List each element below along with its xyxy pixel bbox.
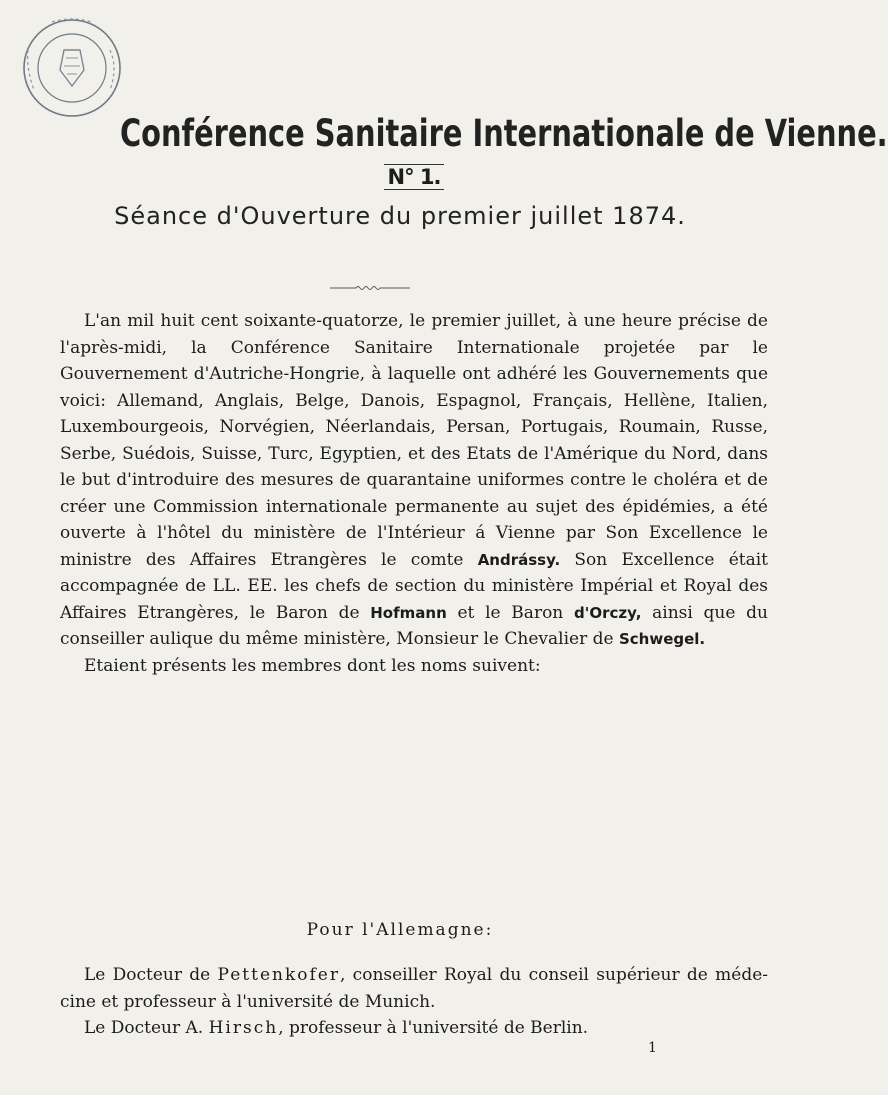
ornamental-divider xyxy=(330,284,410,292)
name-andrassy: Andrássy. xyxy=(477,550,561,569)
page-number: 1 xyxy=(648,1040,657,1056)
member-entry xyxy=(60,1015,768,1042)
paragraph-text-b: Son Excellence était accompagnée de LL. EE. les chefs de section du ministère Impérial et Royal des Affaires Etrangères, le Baron de xyxy=(60,549,768,623)
paragraph-text-d: ainsi que du conseiller aulique du même ministère, Monsieur le Chevalier de xyxy=(60,602,768,649)
members-intro: Etaient présents les membres dont les noms suivent: xyxy=(84,655,541,676)
issue-number-label: N° 1. xyxy=(384,164,445,190)
member-details: , professeur à l'université de Berlin. xyxy=(278,1018,589,1038)
paragraph-text-a: L'an mil huit cent soixante-quatorze, le premier juillet, à une heure précise de l'après-midi, la Conférence Sanitaire Internationale projetée par le Gouvernement d'Autriche-Hongrie, à laquelle ont adhéré les Gouvernements que voici: Allemand, Anglais, Belge, Danois, Espagnol, Français, Hellène, Italien, Luxembourgeois, Norvégien, Néerlandais, Persan, Portugais, Roumain, Russe, Serbe, Suédois, Suisse, Turc, Egyptien, et des Etats de l'Amérique du Nord, dans le but d'introduire des mesures de quarantaine uniformes contre le choléra et de créer une Commission internationale permanente au sujet des épidémies, a été ouverte à l'hôtel du ministère de l'Intérieur á Vienne par Son Excellence le ministre des Affaires Etrangères le comte xyxy=(60,311,768,570)
member-name: Hirsch xyxy=(208,1018,279,1038)
session-title: Séance d'Ouverture du premier juillet 1874. xyxy=(114,202,686,230)
name-schwegel: Schwegel. xyxy=(618,630,706,648)
member-name: Pettenkofer xyxy=(217,965,340,985)
issue-number xyxy=(0,164,800,190)
member-prefix: Le Docteur de xyxy=(84,965,218,985)
opening-paragraphs xyxy=(60,308,768,679)
page-title: Conférence Sanitaire Internationale de Vienne. xyxy=(120,112,888,155)
section-heading-germany: Pour l'Allemagne: xyxy=(306,920,494,940)
member-entry xyxy=(60,962,768,1015)
name-orczy: d'Orczy, xyxy=(573,603,642,622)
paragraph-text-c: et le Baron xyxy=(446,602,574,623)
member-details: , conseiller Royal du conseil supérieur de méde-cine et professeur à l'université de Munich. xyxy=(60,965,769,1012)
library-stamp-icon xyxy=(14,10,134,130)
name-hofmann: Hofmann xyxy=(370,603,447,622)
opening-paragraph xyxy=(60,308,768,653)
member-prefix: Le Docteur A. xyxy=(84,1018,209,1038)
members-list xyxy=(60,962,768,1042)
